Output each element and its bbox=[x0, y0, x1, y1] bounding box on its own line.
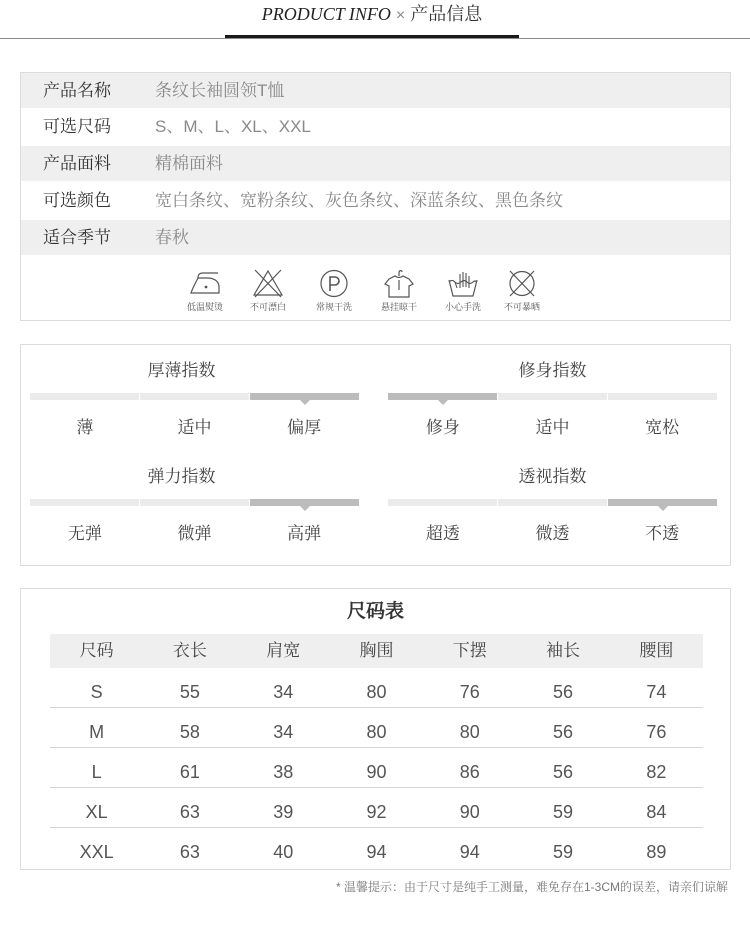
info-row-season bbox=[21, 220, 730, 255]
info-label: 适合季节 bbox=[43, 228, 111, 247]
care-label: 不可漂白 bbox=[249, 302, 286, 312]
header-divider bbox=[0, 38, 750, 39]
table-cell: L bbox=[91, 762, 102, 782]
index-option: 宽松 bbox=[645, 418, 680, 437]
index-segment bbox=[608, 499, 717, 506]
care-label: 悬挂晾干 bbox=[380, 302, 417, 312]
table-cell: 94 bbox=[366, 842, 387, 862]
index-option: 微弹 bbox=[177, 524, 212, 543]
index-option: 微透 bbox=[535, 524, 570, 543]
index-segment bbox=[140, 499, 249, 506]
info-value: S、M、L、XL、XXL bbox=[155, 117, 311, 136]
care-label: 常规干洗 bbox=[315, 302, 352, 312]
index-bar bbox=[388, 393, 717, 400]
info-value: 精棉面料 bbox=[155, 154, 223, 173]
info-row-fabric bbox=[21, 146, 730, 181]
column-header: 腰围 bbox=[639, 641, 674, 660]
table-cell: 59 bbox=[553, 802, 574, 822]
table-row bbox=[50, 748, 703, 788]
table-cell: 94 bbox=[459, 842, 480, 862]
hang-dry-icon bbox=[382, 268, 416, 299]
table-cell: 80 bbox=[366, 722, 387, 742]
index-segment bbox=[388, 499, 497, 506]
table-cell: XXL bbox=[79, 842, 114, 862]
table-cell: M bbox=[89, 722, 105, 742]
care-item-dryclean bbox=[304, 268, 364, 318]
title-chinese: 产品信息 bbox=[410, 4, 483, 24]
table-cell: 39 bbox=[273, 802, 294, 822]
index-bar bbox=[30, 393, 359, 400]
index-segment bbox=[250, 393, 359, 400]
index-segment bbox=[498, 393, 607, 400]
title-english: PRODUCT INFO bbox=[261, 4, 391, 24]
care-item-hang bbox=[369, 268, 429, 318]
table-cell: 55 bbox=[179, 682, 200, 702]
info-value: 春秋 bbox=[155, 228, 189, 247]
measurement-note: * 温馨提示：由于尺寸是纯手工测量，难免存在1-3CM的误差，请亲们谅解 bbox=[335, 880, 728, 894]
index-bar bbox=[388, 499, 717, 506]
info-row-name bbox=[21, 73, 730, 108]
index-option: 适中 bbox=[177, 418, 212, 437]
table-row bbox=[50, 788, 703, 828]
table-cell: 80 bbox=[459, 722, 480, 742]
thickness-index bbox=[30, 360, 359, 440]
info-value: 条纹长袖圆领T恤 bbox=[155, 81, 285, 100]
fit-index-panel bbox=[20, 344, 731, 566]
care-item-iron bbox=[175, 268, 235, 318]
table-cell: 76 bbox=[646, 722, 667, 742]
table-cell: 56 bbox=[553, 722, 574, 742]
transparency-index bbox=[388, 466, 717, 546]
index-segment bbox=[608, 393, 717, 400]
index-option: 薄 bbox=[76, 418, 94, 437]
column-header: 衣长 bbox=[172, 641, 207, 660]
index-option: 高弹 bbox=[287, 524, 322, 543]
index-segment bbox=[30, 499, 139, 506]
column-header: 胸围 bbox=[359, 641, 394, 660]
index-option: 无弹 bbox=[67, 524, 102, 543]
table-cell: 59 bbox=[553, 842, 574, 862]
column-header: 袖长 bbox=[546, 641, 581, 660]
index-option: 偏厚 bbox=[287, 418, 322, 437]
hand-wash-icon bbox=[446, 268, 480, 299]
column-header: 尺码 bbox=[79, 641, 114, 660]
size-chart-panel bbox=[20, 588, 731, 870]
size-chart-title: 尺码表 bbox=[346, 601, 404, 622]
index-segment bbox=[140, 393, 249, 400]
low-temp-iron-icon bbox=[188, 268, 222, 299]
index-option: 超透 bbox=[425, 524, 460, 543]
table-cell: 84 bbox=[646, 802, 667, 822]
info-row-sizes bbox=[21, 109, 730, 144]
care-label: 小心手洗 bbox=[444, 302, 481, 312]
index-option: 不透 bbox=[645, 524, 680, 543]
table-cell: 90 bbox=[459, 802, 480, 822]
index-title: 透视指数 bbox=[518, 467, 587, 486]
table-cell: 56 bbox=[553, 762, 574, 782]
info-label: 可选颜色 bbox=[43, 191, 111, 210]
table-cell: 92 bbox=[366, 802, 387, 822]
table-row bbox=[50, 668, 703, 708]
table-cell: 63 bbox=[179, 842, 200, 862]
info-value: 宽白条纹、宽粉条纹、灰色条纹、深蓝条纹、黑色条纹 bbox=[155, 191, 563, 210]
care-item-sun bbox=[492, 268, 552, 318]
table-cell: 90 bbox=[366, 762, 387, 782]
index-title: 厚薄指数 bbox=[147, 361, 216, 380]
index-title: 弹力指数 bbox=[147, 467, 216, 486]
care-label: 低温熨烫 bbox=[186, 302, 223, 312]
fit-index bbox=[388, 360, 717, 440]
index-segment bbox=[250, 499, 359, 506]
table-cell: 56 bbox=[553, 682, 574, 702]
title-separator: × bbox=[395, 7, 406, 24]
index-segment bbox=[498, 499, 607, 506]
table-cell: 40 bbox=[273, 842, 294, 862]
table-row bbox=[50, 708, 703, 748]
table-header bbox=[50, 634, 703, 668]
no-sun-icon bbox=[505, 268, 539, 299]
care-item-bleach bbox=[238, 268, 298, 318]
info-row-colors bbox=[21, 183, 730, 218]
care-item-handwash bbox=[433, 268, 493, 318]
index-option: 适中 bbox=[535, 418, 570, 437]
table-cell: 76 bbox=[459, 682, 480, 702]
no-bleach-icon bbox=[251, 268, 285, 299]
info-label: 产品名称 bbox=[43, 81, 111, 100]
info-label: 产品面料 bbox=[43, 154, 111, 173]
table-cell: 34 bbox=[273, 722, 294, 742]
table-cell: 86 bbox=[459, 762, 480, 782]
index-bar bbox=[30, 499, 359, 506]
index-segment bbox=[30, 393, 139, 400]
elasticity-index bbox=[30, 466, 359, 546]
index-title: 修身指数 bbox=[518, 361, 587, 380]
table-cell: 58 bbox=[179, 722, 200, 742]
table-cell: 34 bbox=[273, 682, 294, 702]
table-cell: 80 bbox=[366, 682, 387, 702]
product-info-panel bbox=[20, 72, 731, 321]
index-option: 修身 bbox=[425, 418, 460, 437]
table-cell: 61 bbox=[179, 762, 200, 782]
page-title bbox=[225, 3, 519, 27]
size-table bbox=[50, 634, 703, 868]
column-header: 下摆 bbox=[452, 641, 487, 660]
index-segment bbox=[388, 393, 497, 400]
table-cell: 82 bbox=[646, 762, 667, 782]
column-header: 肩宽 bbox=[266, 641, 301, 660]
dry-clean-icon bbox=[317, 268, 351, 299]
table-cell: 38 bbox=[273, 762, 294, 782]
table-cell: XL bbox=[85, 802, 108, 822]
table-cell: S bbox=[90, 682, 103, 702]
care-label: 不可暴晒 bbox=[503, 302, 540, 312]
table-cell: 74 bbox=[646, 682, 667, 702]
table-cell: 89 bbox=[646, 842, 667, 862]
info-label: 可选尺码 bbox=[43, 117, 111, 136]
table-row bbox=[50, 828, 703, 868]
table-cell: 63 bbox=[179, 802, 200, 822]
